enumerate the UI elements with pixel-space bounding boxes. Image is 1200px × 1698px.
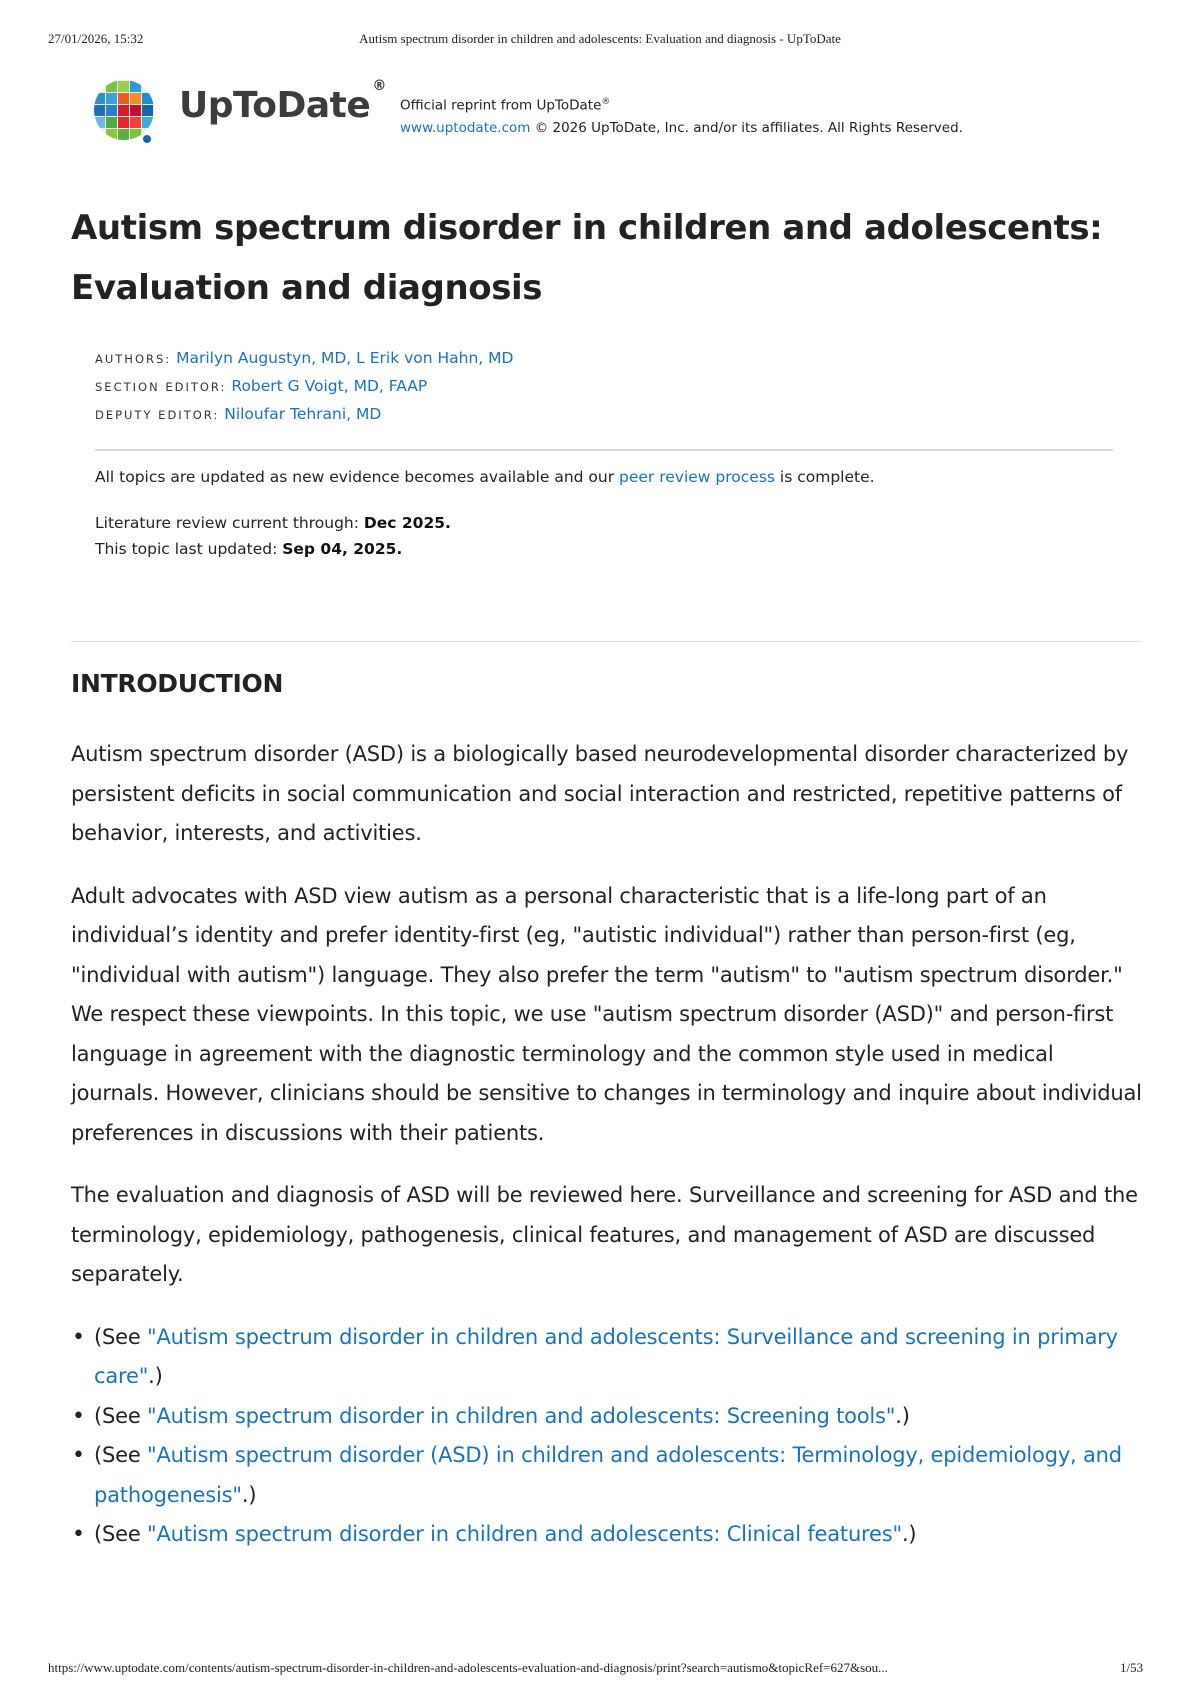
deputy-editor-label: DEPUTY EDITOR: bbox=[95, 408, 220, 422]
section-editor-row bbox=[95, 373, 513, 401]
authors-label: AUTHORS: bbox=[95, 352, 172, 366]
list-item: • (See "Autism spectrum disorder (ASD) in children and adolescents: Terminology, epidemiology, and pathogenesis".) bbox=[94, 1436, 1146, 1515]
uptodate-logo-icon[interactable] bbox=[93, 79, 161, 147]
reprint-notice: Official reprint from UpToDate® www.uptodate.com © 2026 UpToDate, Inc. and/or its affiliates. All Rights Reserved. bbox=[400, 97, 963, 136]
section-editor-link[interactable]: Robert G Voigt, MD, FAAP bbox=[231, 377, 428, 395]
deputy-editor-row bbox=[95, 401, 513, 429]
paragraph: The evaluation and diagnosis of ASD will be reviewed here. Surveillance and screening for ASD and the terminology, epidemiology, pathogenesis, clinical features, and management of ASD are discussed separately. bbox=[71, 1183, 1138, 1286]
list-item: • (See "Autism spectrum disorder in children and adolescents: Clinical features".) bbox=[94, 1515, 1146, 1555]
print-url: https://www.uptodate.com/contents/autism-spectrum-disorder-in-children-and-adolescents-evaluation-and-diagnosis/print?search=autismo&topicRef=627&sou... bbox=[48, 1660, 888, 1675]
last-updated: This topic last updated: Sep 04, 2025. bbox=[95, 540, 403, 558]
paragraph: Adult advocates with ASD view autism as a personal characteristic that is a life-long part of an individual’s identity and prefer identity-first (eg, "autistic individual") rather than person-first (eg, "individual with autism") language. They also prefer the term "autism" to "autism spectrum disorder." We respect these viewpoints. In this topic, we use "autism spectrum disorder (ASD)" and person-first language in agreement with the diagnostic terminology and the common style used in medical journals. However, clinicians should be sensitive to changes in terminology and inquire about individual preferences in discussions with their patients. bbox=[71, 883, 1142, 1145]
list-item: • (See "Autism spectrum disorder in children and adolescents: Screening tools".) bbox=[94, 1397, 1146, 1437]
related-topic-link[interactable]: "Autism spectrum disorder (ASD) in children and adolescents: Terminology, epidemiology, and pathogenesis" bbox=[94, 1443, 1122, 1507]
uptodate-site-link[interactable]: www.uptodate.com bbox=[400, 119, 531, 136]
article-credits bbox=[95, 345, 513, 429]
see-also-list bbox=[71, 1318, 1146, 1555]
related-topic-link[interactable]: "Autism spectrum disorder in children and adolescents: Clinical features" bbox=[147, 1522, 902, 1546]
reprint-line: Official reprint from UpToDate bbox=[400, 97, 602, 114]
copyright-text: © 2026 UpToDate, Inc. and/or its affiliates. All Rights Reserved. bbox=[530, 119, 963, 136]
section-editor-label: SECTION EDITOR: bbox=[95, 380, 227, 394]
related-topic-link[interactable]: "Autism spectrum disorder in children and adolescents: Screening tools" bbox=[147, 1403, 896, 1428]
divider bbox=[95, 449, 1113, 451]
divider bbox=[71, 641, 1141, 642]
print-title: Autism spectrum disorder in children and adolescents: Evaluation and diagnosis - UpToDate bbox=[359, 31, 841, 46]
authors-link[interactable]: Marilyn Augustyn, MD, L Erik von Hahn, MD bbox=[176, 349, 514, 367]
brand-wordmark: UpToDate ® bbox=[179, 78, 386, 126]
section-heading-introduction: INTRODUCTION bbox=[71, 669, 284, 698]
deputy-editor-link[interactable]: Niloufar Tehrani, MD bbox=[224, 405, 382, 423]
peer-review-link[interactable]: peer review process bbox=[619, 468, 775, 486]
article-title: Autism spectrum disorder in children and adolescents: Evaluation and diagnosis bbox=[71, 208, 1103, 308]
introduction-body bbox=[71, 735, 1146, 1555]
authors-row bbox=[95, 345, 513, 373]
update-info bbox=[95, 464, 1115, 562]
print-datetime: 27/01/2026, 15:32 bbox=[48, 31, 144, 46]
paragraph: Autism spectrum disorder (ASD) is a biologically based neurodevelopmental disorder characterized by persistent deficits in social communication and social interaction and restricted, repetitive patterns of behavior, interests, and activities. bbox=[71, 742, 1129, 845]
update-note: All topics are updated as new evidence becomes available and our peer review process is complete. bbox=[95, 468, 875, 486]
related-topic-link[interactable]: "Autism spectrum disorder in children and adolescents: Surveillance and screening in primary care" bbox=[94, 1324, 1118, 1388]
last-updated-date: Sep 04, 2025. bbox=[282, 540, 403, 558]
literature-review: Literature review current through: Dec 2025. bbox=[95, 514, 451, 532]
print-header bbox=[0, 31, 1200, 51]
brand-header bbox=[93, 79, 1093, 149]
page-number: 1/53 bbox=[1120, 1660, 1144, 1675]
literature-review-date: Dec 2025. bbox=[363, 514, 451, 532]
print-footer bbox=[0, 1660, 1200, 1680]
list-item: • (See "Autism spectrum disorder in children and adolescents: Surveillance and screening in primary care".) bbox=[94, 1318, 1146, 1397]
